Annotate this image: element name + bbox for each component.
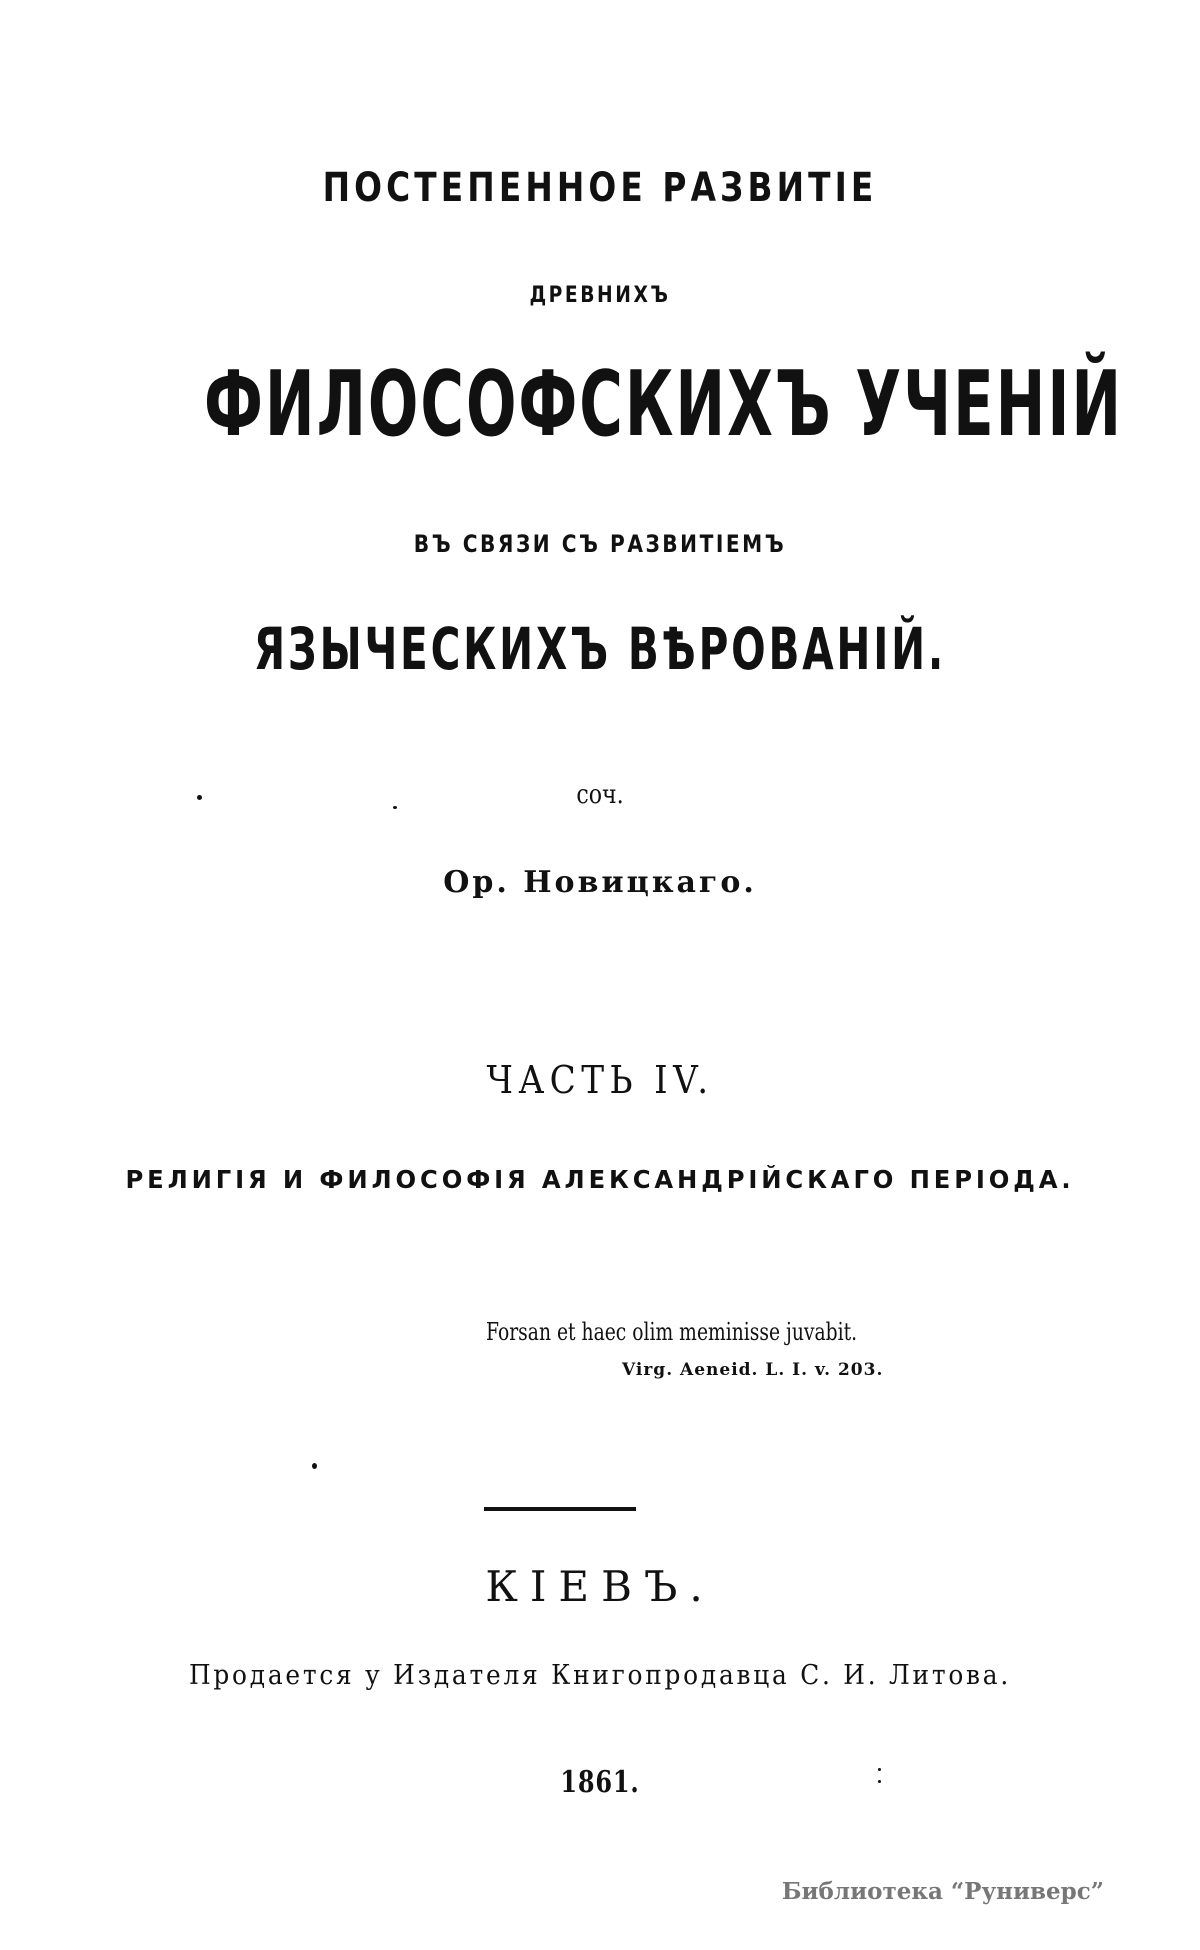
title-line-4: ВЪ СВЯЗИ СЪ РАЗВИТIЕМЪ xyxy=(413,530,787,558)
scan-speck xyxy=(197,795,202,800)
part-number: ЧАСТЬ IV. xyxy=(486,1058,714,1102)
publication-city: КIЕВЪ. xyxy=(485,1562,715,1611)
title-line-5: ЯЗЫЧЕСКИХЪ ВѢРОВАНIЙ. xyxy=(253,615,947,683)
scan-speck xyxy=(878,1780,881,1783)
epigraph-source: Virg. Aeneid. L. I. v. 203. xyxy=(622,1360,884,1380)
scan-speck xyxy=(393,806,397,809)
epigraph: Forsan et haec olim meminisse juvabit. xyxy=(486,1318,858,1346)
library-watermark: Библиотека “Руниверс” xyxy=(781,1878,1104,1905)
divider-rule xyxy=(484,1507,636,1511)
scan-speck xyxy=(312,1463,317,1469)
title-line-1: ПОСТЕПЕННОЕ РАЗВИТIЕ xyxy=(322,165,878,211)
part-subtitle: РЕЛИГIЯ И ФИЛОСОФIЯ АЛЕКСАНДРIЙСКАГО ПЕРIОДА. xyxy=(125,1165,1075,1194)
publication-year: 1861. xyxy=(560,1765,640,1800)
title-line-2: ДРЕВНИХЪ xyxy=(529,283,671,308)
publisher-line: Продается у Издателя Книгопродавца С. И. Литова. xyxy=(188,1660,1012,1691)
main-title: ФИЛОСОФСКИХЪ УЧЕНIЙ xyxy=(203,352,1124,457)
author-name: Ор. Новицкаго. xyxy=(443,865,757,900)
by-label: соч. xyxy=(576,780,624,810)
scan-speck xyxy=(878,1768,881,1771)
